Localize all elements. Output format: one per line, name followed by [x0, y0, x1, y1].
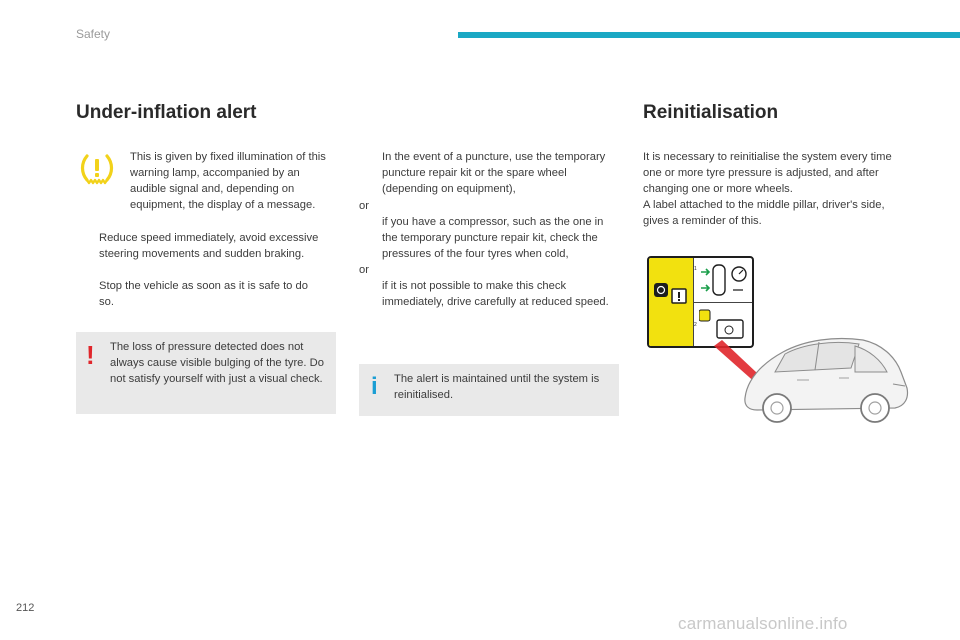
or-label-2: or — [359, 264, 369, 276]
middle-bullet-1 — [359, 149, 619, 197]
bullet-text: Reduce speed immediately, avoid excessive steering movements and sudden braking. — [99, 232, 319, 260]
bullet-text: if you have a compressor, such as the one in the temporary puncture repair kit, check the pressures of the four tyres when cold, — [382, 216, 604, 260]
pressure-warning-note — [76, 332, 336, 414]
label-step-2: 2 — [694, 322, 697, 328]
alert-info-note — [359, 364, 619, 416]
car-illustration — [735, 328, 913, 428]
info-icon: i — [371, 373, 378, 400]
bullet-text: if it is not possible to make this check immediately, drive carefully at reduced speed. — [382, 280, 609, 308]
middle-bullet-2 — [359, 214, 621, 262]
under-inflation-heading: Under-inflation alert — [76, 102, 257, 123]
reinitialisation-heading: Reinitialisation — [643, 102, 779, 123]
tyre-pressure-warning-icon — [80, 152, 114, 186]
label-step-1: 1 — [694, 266, 697, 272]
or-label-1: or — [359, 200, 369, 212]
bullet-text: In the event of a puncture, use the temporary puncture repair kit or the spare wheel (depending on equipment), — [382, 151, 606, 195]
header-accent-bar — [458, 32, 960, 38]
middle-bullet-3 — [359, 278, 609, 310]
left-bullet-1 — [76, 230, 340, 262]
label-step-1-icon — [699, 262, 751, 298]
label-reset-button-icon — [654, 283, 688, 305]
exclamation-icon: ! — [86, 340, 95, 370]
page-number: 212 — [16, 602, 35, 614]
section-label: Safety — [76, 27, 111, 41]
reinitialisation-paragraph-1: It is necessary to reinitialise the system every time one or more tyre pressure is adjusted, and after changing one or more wheels. — [643, 151, 892, 195]
bullet-text: Stop the vehicle as soon as it is safe to do so. — [99, 280, 308, 308]
alert-info-note-text: The alert is maintained until the system is reinitialised. — [394, 373, 600, 401]
reinitialisation-paragraph-2: A label attached to the middle pillar, driver's side, gives a reminder of this. — [643, 199, 885, 227]
warning-lamp-intro: This is given by fixed illumination of this warning lamp, accompanied by an audible signal and, depending on equipment, the display of a message. — [130, 151, 326, 211]
watermark: carmanualsonline.info — [678, 614, 848, 633]
pressure-warning-note-text: The loss of pressure detected does not always cause visible bulging of the tyre. Do not satisfy yourself with just a visual check. — [110, 341, 324, 385]
left-bullet-2 — [76, 278, 316, 310]
label-divider-horizontal — [693, 302, 754, 303]
